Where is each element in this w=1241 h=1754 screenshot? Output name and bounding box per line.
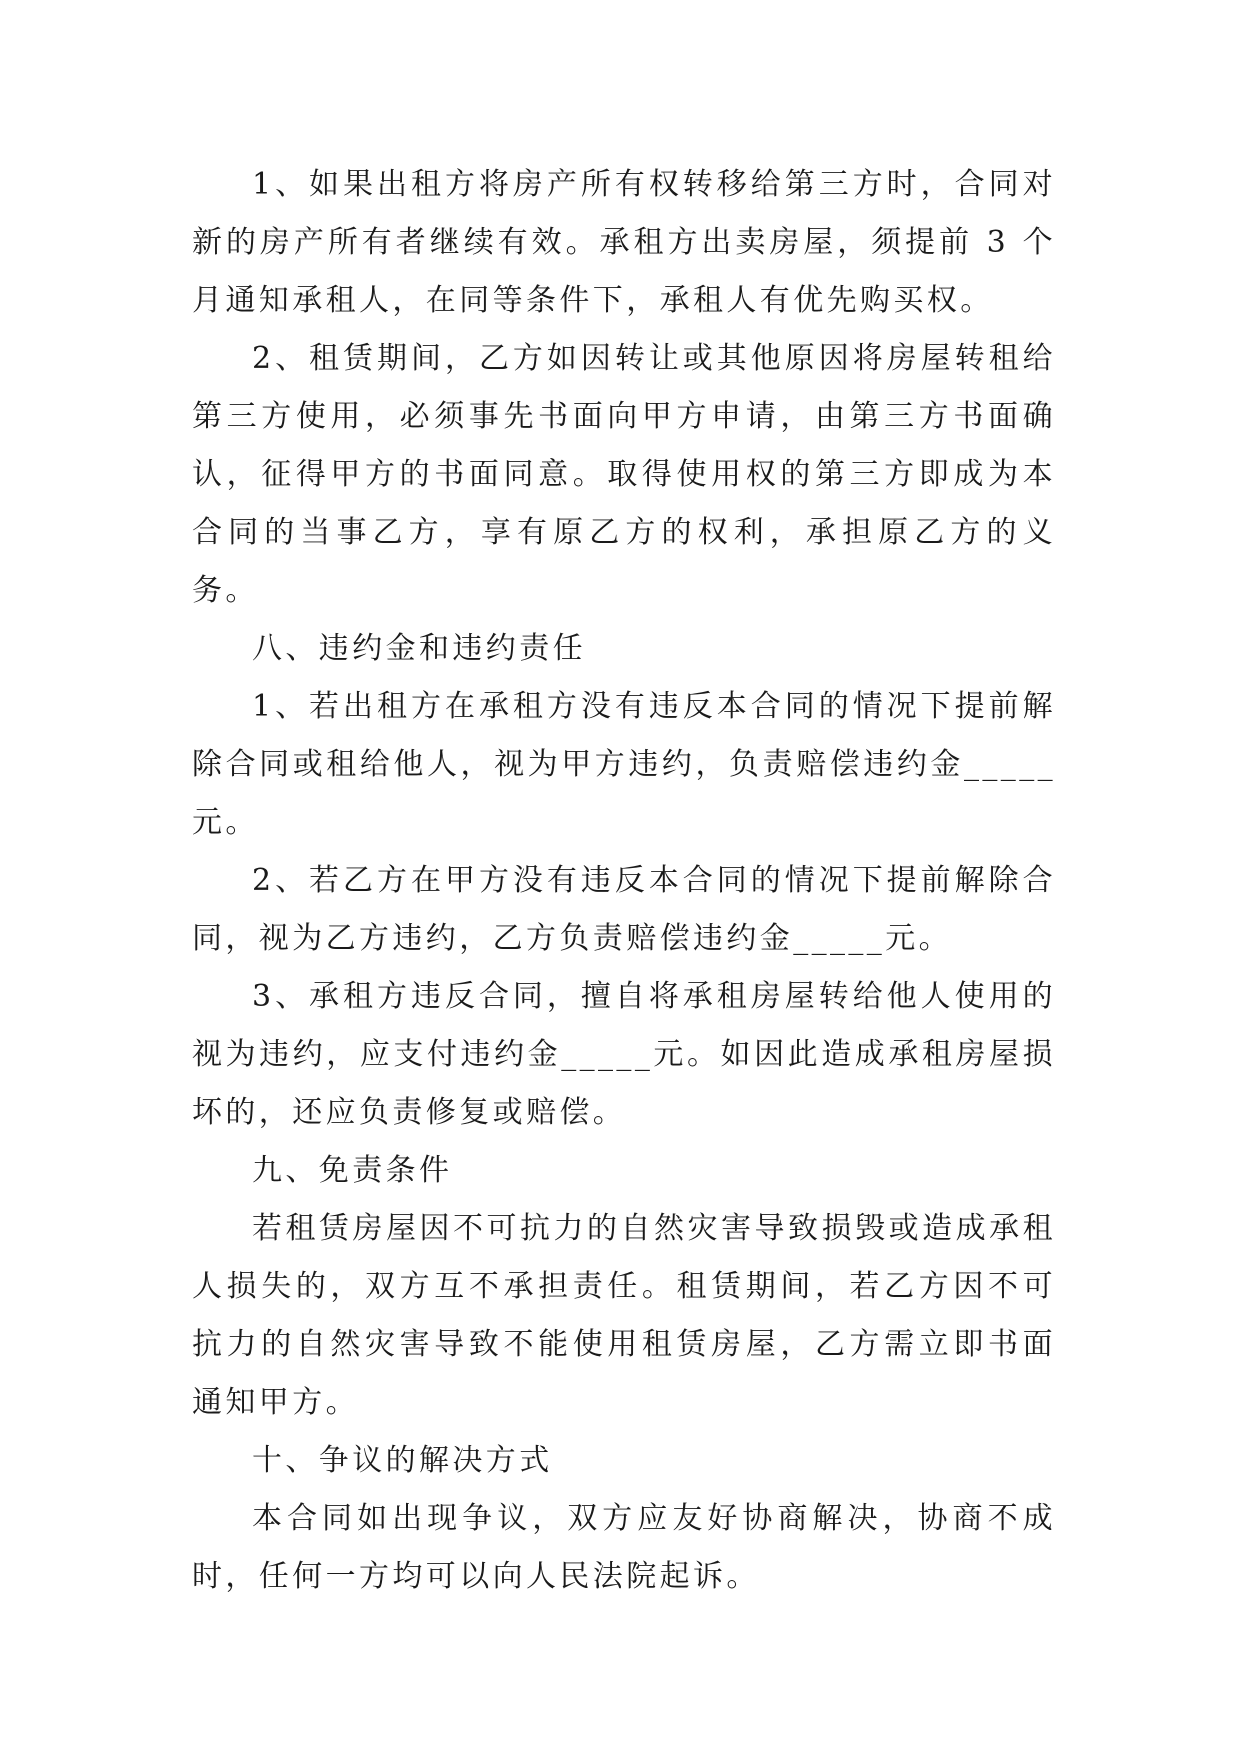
section-heading-8: 八、违约金和违约责任 (252, 631, 586, 666)
paragraph-clause-10: 本合同如出现争议，双方应友好协商解决，协商不成时，任何一方均可以向人民法院起诉。 (192, 1501, 1056, 1594)
section-heading-10: 十、争议的解决方式 (252, 1443, 553, 1478)
section-heading-9: 九、免责条件 (252, 1153, 453, 1188)
paragraph-clause-7-1: 1、如果出租方将房产所有权转移给第三方时，合同对新的房产所有者继续有效。承租方出卖房屋，须提前 3 个月通知承租人，在同等条件下，承租人有优先购买权。 (192, 167, 1056, 318)
paragraph-clause-7-2: 2、租赁期间，乙方如因转让或其他原因将房屋转租给第三方使用，必须事先书面向甲方申请，由第三方书面确认，征得甲方的书面同意。取得使用权的第三方即成为本合同的当事乙方，享有原乙方的权利，承担原乙方的义务。 (192, 341, 1056, 608)
paragraph-clause-8-2: 2、若乙方在甲方没有违反本合同的情况下提前解除合同，视为乙方违约，乙方负责赔偿违约金_____元。 (192, 863, 1056, 956)
paragraph-clause-9: 若租赁房屋因不可抗力的自然灾害导致损毁或造成承租人损失的，双方互不承担责任。租赁期间，若乙方因不可抗力的自然灾害导致不能使用租赁房屋，乙方需立即书面通知甲方。 (192, 1211, 1056, 1420)
paragraph-clause-8-3: 3、承租方违反合同，擅自将承租房屋转给他人使用的视为违约，应支付违约金_____元。如因此造成承租房屋损坏的，还应负责修复或赔偿。 (192, 979, 1056, 1130)
document-page (192, 156, 1056, 1606)
paragraph-clause-8-1: 1、若出租方在承租方没有违反本合同的情况下提前解除合同或租给他人，视为甲方违约，负责赔偿违约金_____元。 (192, 689, 1056, 840)
